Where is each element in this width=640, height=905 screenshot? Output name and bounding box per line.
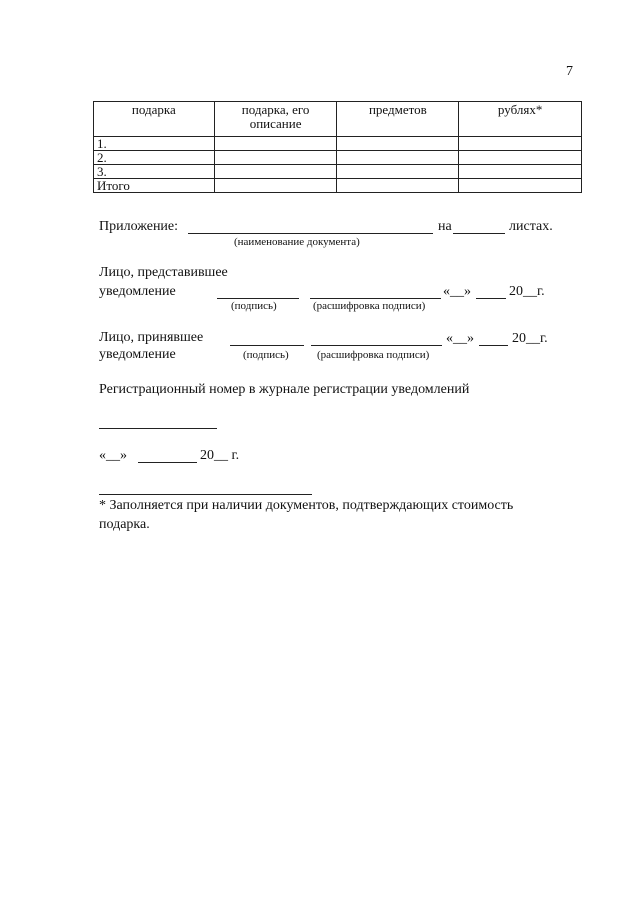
footnote-separator bbox=[99, 494, 312, 495]
receiver-date-quote: «__» bbox=[446, 331, 474, 346]
table-cell[interactable] bbox=[459, 137, 582, 151]
submitter-decode-caption: (расшифровка подписи) bbox=[313, 300, 426, 312]
table-cell[interactable] bbox=[459, 179, 582, 193]
table-cell[interactable] bbox=[459, 151, 582, 165]
attachment-sheets-field[interactable] bbox=[453, 233, 505, 234]
table-header-cell: предметов bbox=[337, 102, 459, 137]
table-row bbox=[94, 151, 582, 165]
submitter-year: 20__г. bbox=[509, 284, 545, 299]
registration-label: Регистрационный номер в журнале регистрации уведомлений bbox=[99, 382, 470, 397]
receiver-name-field[interactable] bbox=[311, 345, 442, 346]
submitter-date-quote: «__» bbox=[443, 284, 471, 299]
receiver-label-line1: Лицо, принявшее bbox=[99, 330, 204, 345]
table-cell[interactable] bbox=[214, 137, 337, 151]
table-total-row bbox=[94, 179, 582, 193]
gift-table bbox=[93, 101, 582, 193]
submitter-label-line1: Лицо, представившее bbox=[99, 265, 228, 280]
attachment-document-field[interactable] bbox=[188, 233, 433, 234]
submitter-label-line2: уведомление bbox=[99, 284, 176, 299]
table-cell[interactable]: Итого bbox=[94, 179, 215, 193]
footnote-line1: * Заполняется при наличии документов, подтверждающих стоимость bbox=[99, 498, 514, 513]
registration-month-field[interactable] bbox=[138, 462, 197, 463]
table-cell[interactable] bbox=[337, 137, 459, 151]
table-cell[interactable]: 3. bbox=[94, 165, 215, 179]
table-header-cell: подарка, его описание bbox=[214, 102, 337, 137]
table-cell[interactable] bbox=[214, 151, 337, 165]
receiver-label-line2: уведомление bbox=[99, 347, 176, 362]
table-cell[interactable] bbox=[459, 165, 582, 179]
receiver-decode-caption: (расшифровка подписи) bbox=[317, 349, 430, 361]
submitter-signature-caption: (подпись) bbox=[231, 300, 277, 312]
table-header-row bbox=[94, 102, 582, 137]
registration-date-quote: «__» bbox=[99, 448, 127, 463]
attachment-sheets-label: листах. bbox=[509, 219, 553, 234]
page-number: 7 bbox=[566, 64, 573, 79]
table-cell[interactable] bbox=[337, 165, 459, 179]
table-cell[interactable] bbox=[214, 165, 337, 179]
registration-number-field[interactable] bbox=[99, 428, 217, 429]
table-cell[interactable] bbox=[337, 151, 459, 165]
receiver-year: 20__г. bbox=[512, 331, 548, 346]
attachment-on-label: на bbox=[438, 219, 452, 234]
submitter-month-field[interactable] bbox=[476, 298, 506, 299]
table-row bbox=[94, 137, 582, 151]
receiver-signature-caption: (подпись) bbox=[243, 349, 289, 361]
submitter-name-field[interactable] bbox=[310, 298, 441, 299]
receiver-month-field[interactable] bbox=[479, 345, 508, 346]
receiver-signature-field[interactable] bbox=[230, 345, 304, 346]
attachment-caption: (наименование документа) bbox=[234, 236, 360, 248]
table-cell[interactable]: 2. bbox=[94, 151, 215, 165]
table-cell[interactable] bbox=[214, 179, 337, 193]
table-cell[interactable] bbox=[337, 179, 459, 193]
footnote-line2: подарка. bbox=[99, 517, 150, 532]
table-cell[interactable]: 1. bbox=[94, 137, 215, 151]
registration-year: 20__ г. bbox=[200, 448, 240, 463]
table-row bbox=[94, 165, 582, 179]
table-header-cell: рублях* bbox=[459, 102, 582, 137]
submitter-signature-field[interactable] bbox=[217, 298, 299, 299]
table-header-cell: подарка bbox=[94, 102, 215, 137]
attachment-label: Приложение: bbox=[99, 219, 179, 234]
